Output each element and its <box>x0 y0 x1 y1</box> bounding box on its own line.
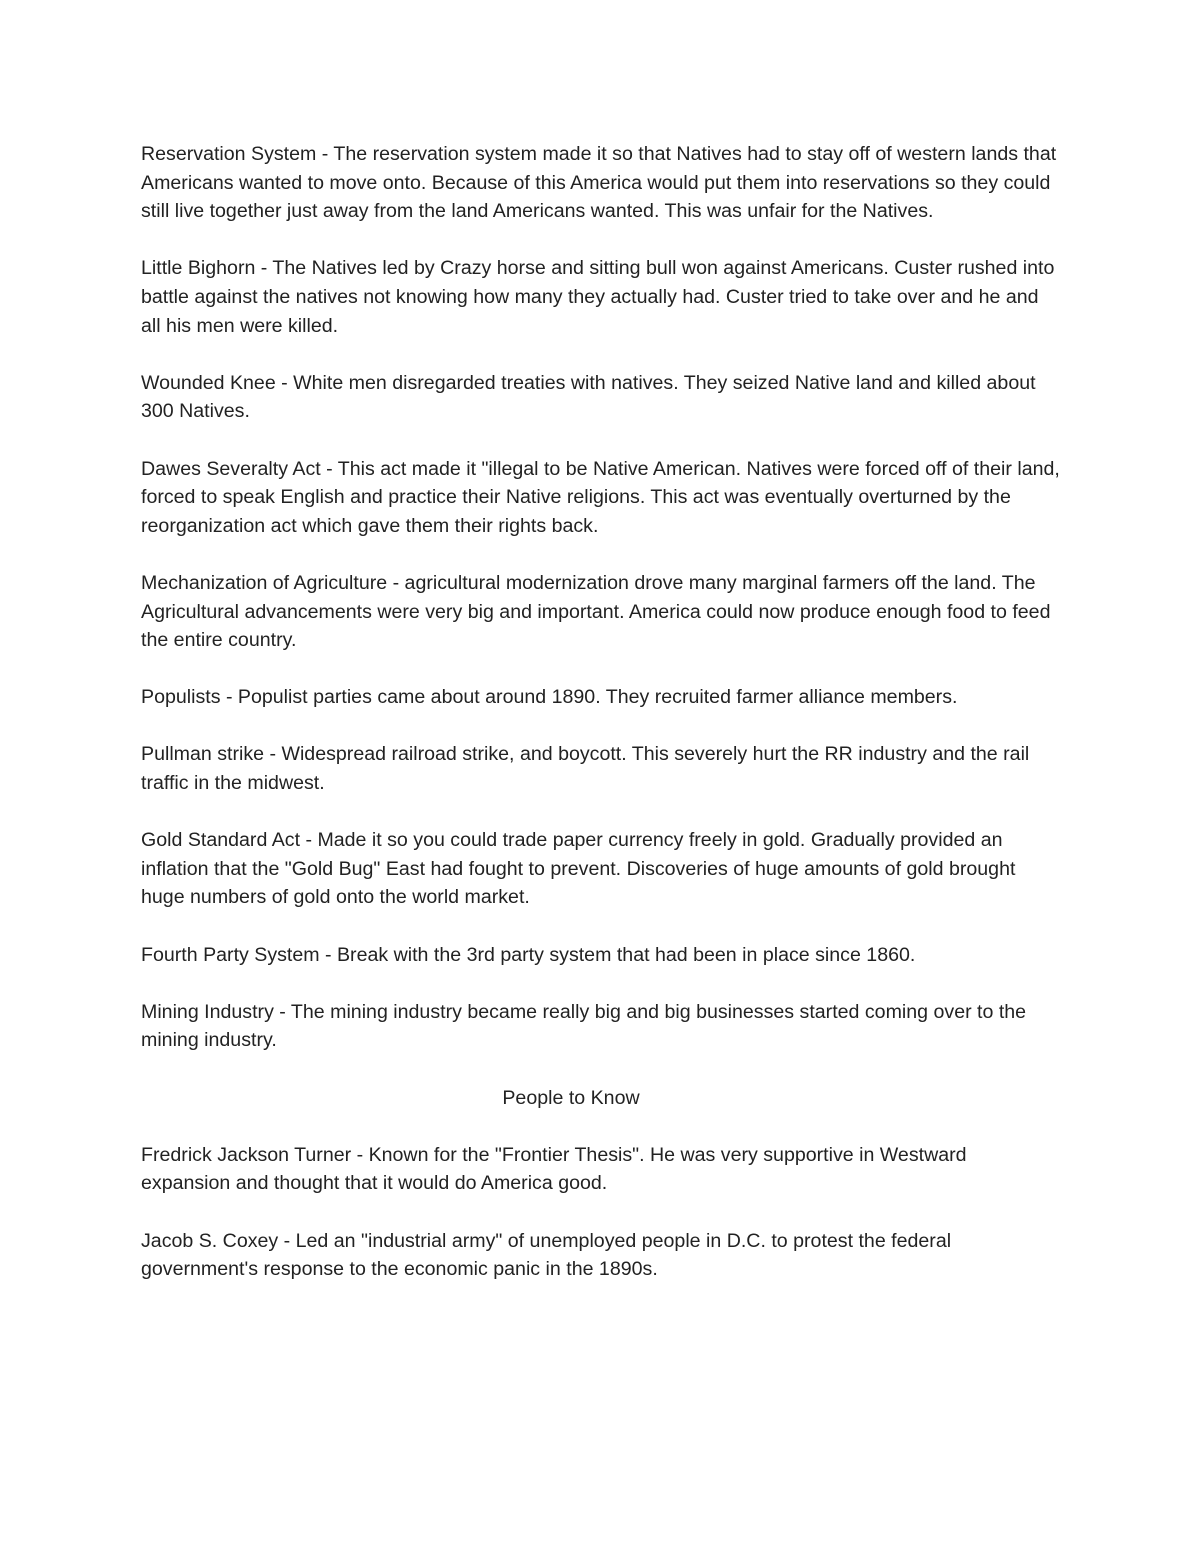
entry-fourth-party-system: Fourth Party System - Break with the 3rd party system that had been in place since 1860. <box>141 943 916 966</box>
entry-wounded-knee: Wounded Knee - White men disregarded treaties with natives. They seized Native land and killed about 300 Natives. <box>141 371 1036 423</box>
entry-populists: Populists - Populist parties came about around 1890. They recruited farmer alliance members. <box>141 686 958 709</box>
entry-dawes-severalty-act: Dawes Severalty Act - This act made it "illegal to be Native American. Natives were forced off of their land, forced to speak English and practice their Native religions. This act was eventually overturned by the reorganization act which gave them their rights back. <box>141 457 1060 537</box>
entry-reservation-system: Reservation System - The reservation system made it so that Natives had to stay off of western lands that Americans wanted to move onto. Because of this America would put them into reservations so they could still live together just away from the land Americans wanted. This was unfair for the Natives. <box>141 143 1057 223</box>
entry-mechanization-of-agriculture: Mechanization of Agriculture - agricultural modernization drove many marginal farmers off the land. The Agricultural advancements were very big and important. America could now produce enough food to feed the entire country. <box>141 571 1051 652</box>
section-heading-people-to-know: People to Know <box>502 1086 640 1109</box>
entry-gold-standard-act: Gold Standard Act - Made it so you could trade paper currency freely in gold. Gradually provided an inflation that the "Gold Bug" East had fought to prevent. Discoveries of huge amounts of gold brought huge numbers of gold onto the world market. <box>141 829 1016 909</box>
entry-fredrick-jackson-turner: Fredrick Jackson Turner - Known for the "Frontier Thesis". He was very supportive in Westward expansion and thought that it would do America good. <box>141 1143 967 1195</box>
entry-little-bighorn: Little Bighorn - The Natives led by Crazy horse and sitting bull won against Americans. Custer rushed into battle against the natives not knowing how many they actually had. Custer tried to take over and he and all his men were killed. <box>141 257 1055 337</box>
entry-jacob-coxey: Jacob S. Coxey - Led an "industrial army" of unemployed people in D.C. to protest the federal government's response to the economic panic in the 1890s. <box>141 1229 952 1281</box>
entry-pullman-strike: Pullman strike - Widespread railroad strike, and boycott. This severely hurt the RR industry and the rail traffic in the midwest. <box>141 743 1030 795</box>
entry-mining-industry: Mining Industry - The mining industry became really big and big businesses started coming over to the mining industry. <box>141 1000 1027 1052</box>
document-page <box>141 140 1061 1312</box>
